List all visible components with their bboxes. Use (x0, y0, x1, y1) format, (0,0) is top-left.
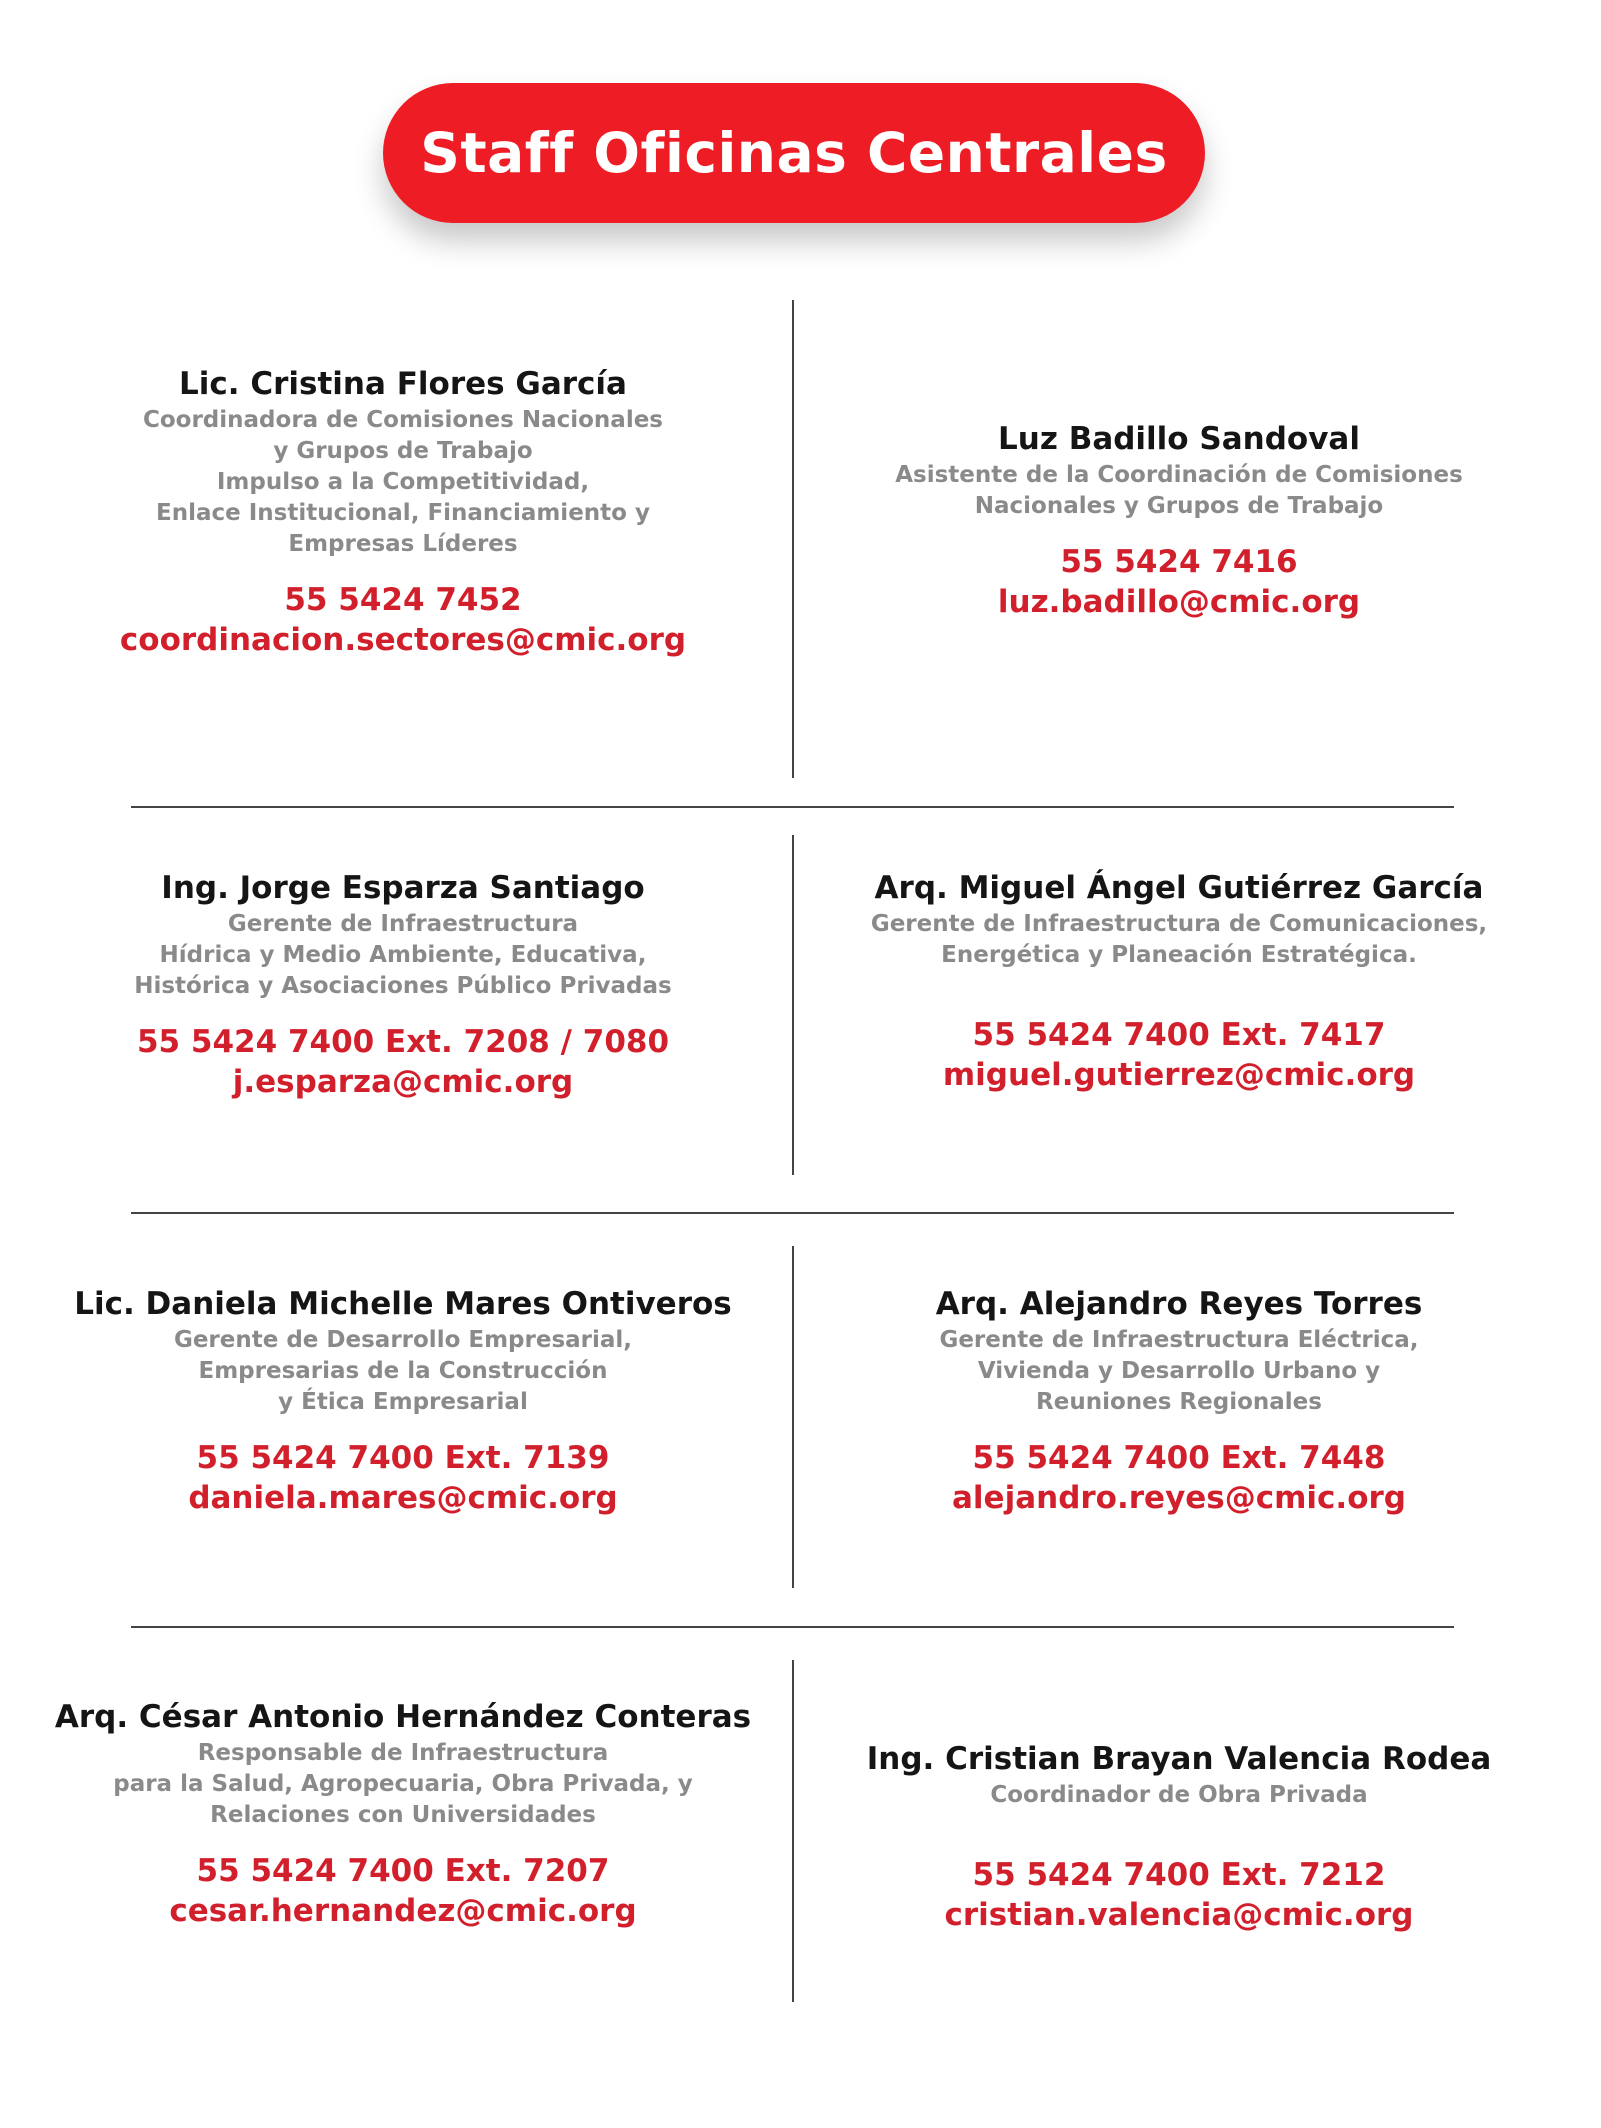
staff-role (174, 1325, 632, 1418)
staff-role (895, 460, 1463, 522)
role-line: Coordinadora de Comisiones Nacionales (142, 407, 663, 433)
staff-phone[interactable]: 55 5424 7400 Ext. 7417 (972, 1017, 1386, 1053)
staff-card (33, 1697, 773, 1931)
staff-email[interactable]: j.esparza@cmic.org (232, 1064, 574, 1100)
role-line: Vivienda y Desarrollo Urbano y (977, 1358, 1381, 1384)
staff-phone[interactable]: 55 5424 7400 Ext. 7212 (972, 1857, 1386, 1893)
role-line: Impulso a la Competitividad, (216, 469, 590, 495)
page-title: Staff Oficinas Centrales (420, 121, 1168, 185)
staff-email[interactable]: cesar.hernandez@cmic.org (169, 1893, 637, 1929)
role-line: Nacionales y Grupos de Trabajo (974, 493, 1384, 519)
column-divider (792, 1246, 794, 1588)
column-divider (792, 300, 794, 778)
staff-email[interactable]: alejandro.reyes@cmic.org (952, 1480, 1406, 1516)
staff-name: Arq. César Antonio Hernández Conteras (54, 1699, 752, 1735)
staff-role (113, 1738, 693, 1831)
role-line: Enlace Institucional, Financiamiento y (156, 500, 650, 526)
staff-phone[interactable]: 55 5424 7416 (1060, 544, 1298, 580)
staff-role (871, 909, 1487, 971)
staff-email[interactable]: miguel.gutierrez@cmic.org (942, 1057, 1416, 1093)
staff-card (809, 1284, 1549, 1518)
staff-name: Lic. Daniela Michelle Mares Ontiveros (74, 1286, 732, 1322)
staff-card (809, 868, 1549, 1095)
role-line: Relaciones con Universidades (210, 1802, 596, 1828)
staff-email[interactable]: luz.badillo@cmic.org (997, 584, 1361, 620)
staff-card (809, 1739, 1549, 1935)
staff-name: Ing. Cristian Brayan Valencia Rodea (866, 1741, 1492, 1777)
staff-role (134, 909, 672, 1002)
role-line: Gerente de Infraestructura de Comunicaciones, (870, 911, 1488, 937)
staff-phone[interactable]: 55 5424 7400 Ext. 7208 / 7080 (136, 1024, 670, 1060)
staff-name: Luz Badillo Sandoval (998, 421, 1360, 457)
staff-role (939, 1325, 1418, 1418)
staff-name: Arq. Miguel Ángel Gutiérrez García (874, 870, 1484, 906)
role-line: Empresarias de la Construcción (198, 1358, 608, 1384)
role-line: Gerente de Infraestructura (227, 911, 579, 937)
staff-role (990, 1780, 1367, 1811)
staff-phone[interactable]: 55 5424 7400 Ext. 7448 (972, 1440, 1386, 1476)
staff-card (33, 1284, 773, 1518)
title-banner (383, 83, 1205, 223)
staff-phone[interactable]: 55 5424 7452 (284, 582, 522, 618)
staff-name: Arq. Alejandro Reyes Torres (935, 1286, 1423, 1322)
role-line: para la Salud, Agropecuaria, Obra Privada, y (113, 1771, 693, 1797)
staff-role (143, 405, 663, 560)
role-line: Hídrica y Medio Ambiente, Educativa, (159, 942, 647, 968)
role-line: y Ética Empresarial (278, 1389, 528, 1415)
column-divider (792, 1660, 794, 2002)
role-line: Coordinador de Obra Privada (990, 1782, 1368, 1808)
staff-name: Lic. Cristina Flores García (179, 366, 627, 402)
staff-email[interactable]: cristian.valencia@cmic.org (944, 1897, 1414, 1933)
staff-email[interactable]: daniela.mares@cmic.org (188, 1480, 618, 1516)
row-divider (131, 806, 1454, 808)
role-line: Gerente de Desarrollo Empresarial, (173, 1327, 633, 1353)
staff-card (33, 868, 773, 1102)
staff-name: Ing. Jorge Esparza Santiago (161, 870, 645, 906)
column-divider (792, 835, 794, 1175)
staff-card (809, 419, 1549, 622)
staff-phone[interactable]: 55 5424 7400 Ext. 7207 (196, 1853, 610, 1889)
role-line: Responsable de Infraestructura (197, 1740, 609, 1766)
role-line: Empresas Líderes (288, 531, 518, 557)
staff-card (33, 364, 773, 660)
role-line: Reuniones Regionales (1036, 1389, 1322, 1415)
staff-email[interactable]: coordinacion.sectores@cmic.org (119, 622, 687, 658)
role-line: Energética y Planeación Estratégica. (941, 942, 1417, 968)
role-line: Asistente de la Coordinación de Comisiones (895, 462, 1463, 488)
row-divider (131, 1212, 1454, 1214)
role-line: Histórica y Asociaciones Público Privadas (134, 973, 672, 999)
role-line: y Grupos de Trabajo (273, 438, 533, 464)
row-divider (131, 1626, 1454, 1628)
role-line: Gerente de Infraestructura Eléctrica, (939, 1327, 1419, 1353)
staff-phone[interactable]: 55 5424 7400 Ext. 7139 (196, 1440, 610, 1476)
